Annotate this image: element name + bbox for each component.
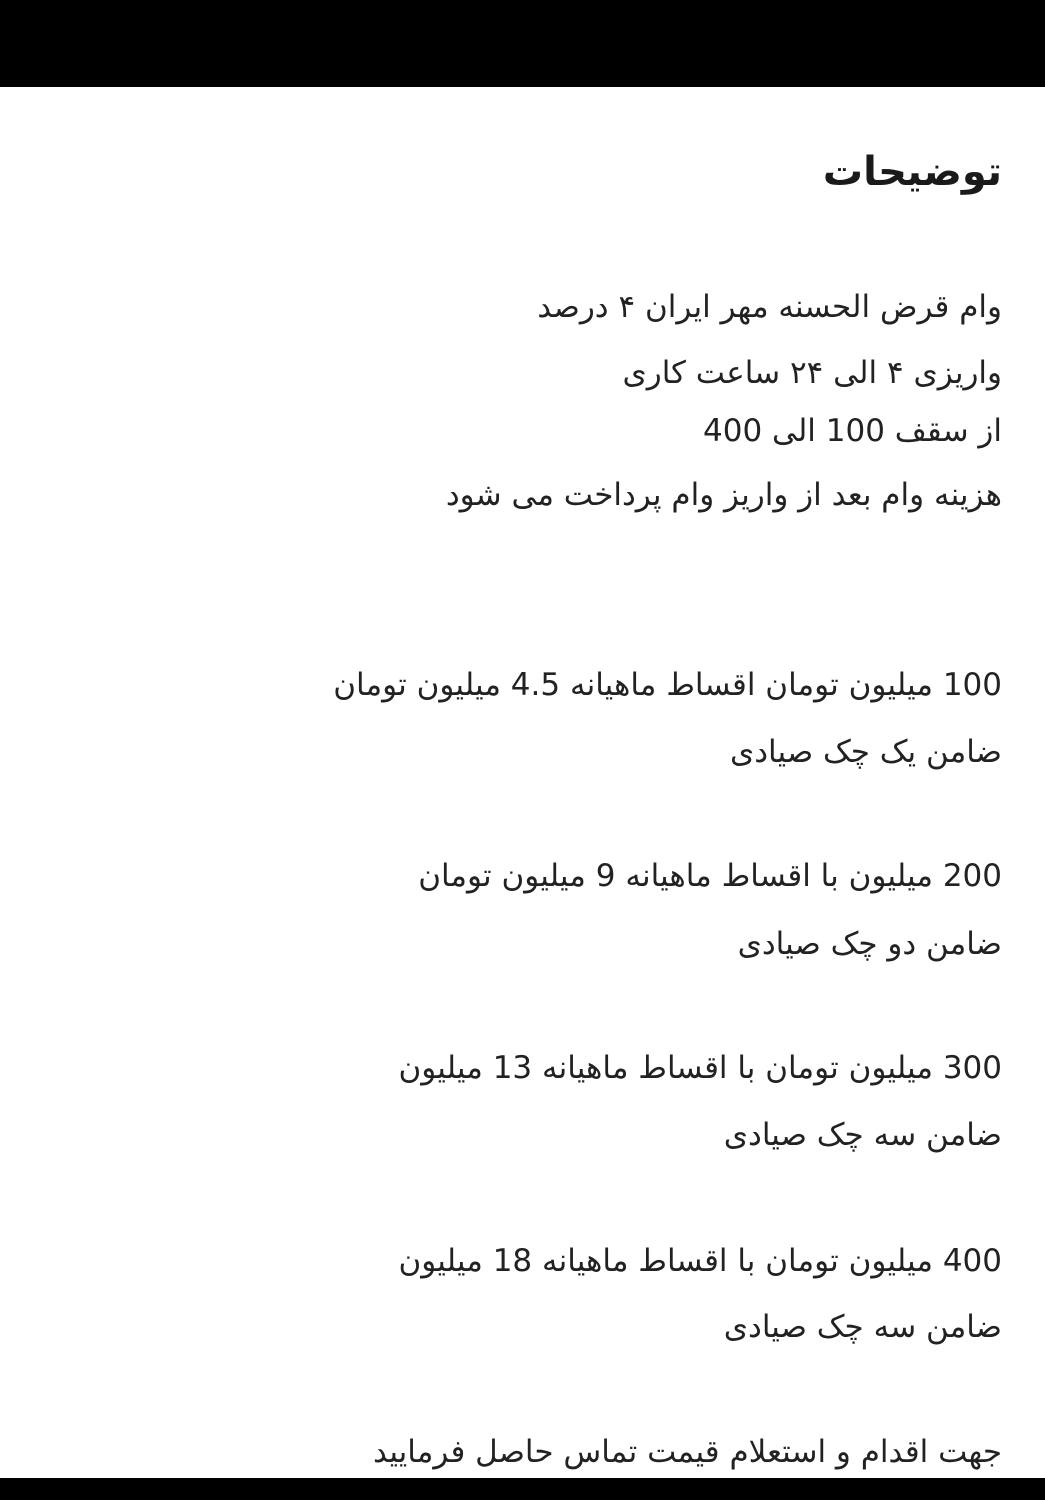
status-bar [0, 0, 1045, 87]
section-title: توضیحات [822, 149, 1002, 195]
description-panel [0, 87, 1045, 1478]
plan-amount-line: 100 میلیون تومان اقساط ماهیانه 4.5 میلیون تومان [333, 667, 1002, 703]
plan-guarantee-line: ضامن دو چک صیادی [737, 926, 1002, 962]
intro-line: از سقف 100 الی 400 [703, 413, 1002, 449]
plan-amount-line: 400 میلیون تومان با اقساط ماهیانه 18 میلیون [398, 1243, 1002, 1279]
intro-line: واریزی ۴ الی ۲۴ ساعت کاری [622, 355, 1002, 391]
contact-cta: جهت اقدام و استعلام قیمت تماس حاصل فرمایید [373, 1434, 1002, 1470]
plan-guarantee-line: ضامن یک چک صیادی [729, 734, 1002, 770]
intro-line: هزینه وام بعد از واریز وام پرداخت می شود [445, 477, 1002, 513]
plan-amount-line: 300 میلیون تومان با اقساط ماهیانه 13 میلیون [398, 1050, 1002, 1086]
plan-amount-line: 200 میلیون با اقساط ماهیانه 9 میلیون تومان [418, 858, 1002, 894]
plan-guarantee-line: ضامن سه چک صیادی [723, 1309, 1002, 1345]
intro-line: وام قرض الحسنه مهر ایران ۴ درصد [537, 289, 1002, 325]
plan-guarantee-line: ضامن سه چک صیادی [723, 1117, 1002, 1153]
navigation-bar [0, 1478, 1045, 1500]
